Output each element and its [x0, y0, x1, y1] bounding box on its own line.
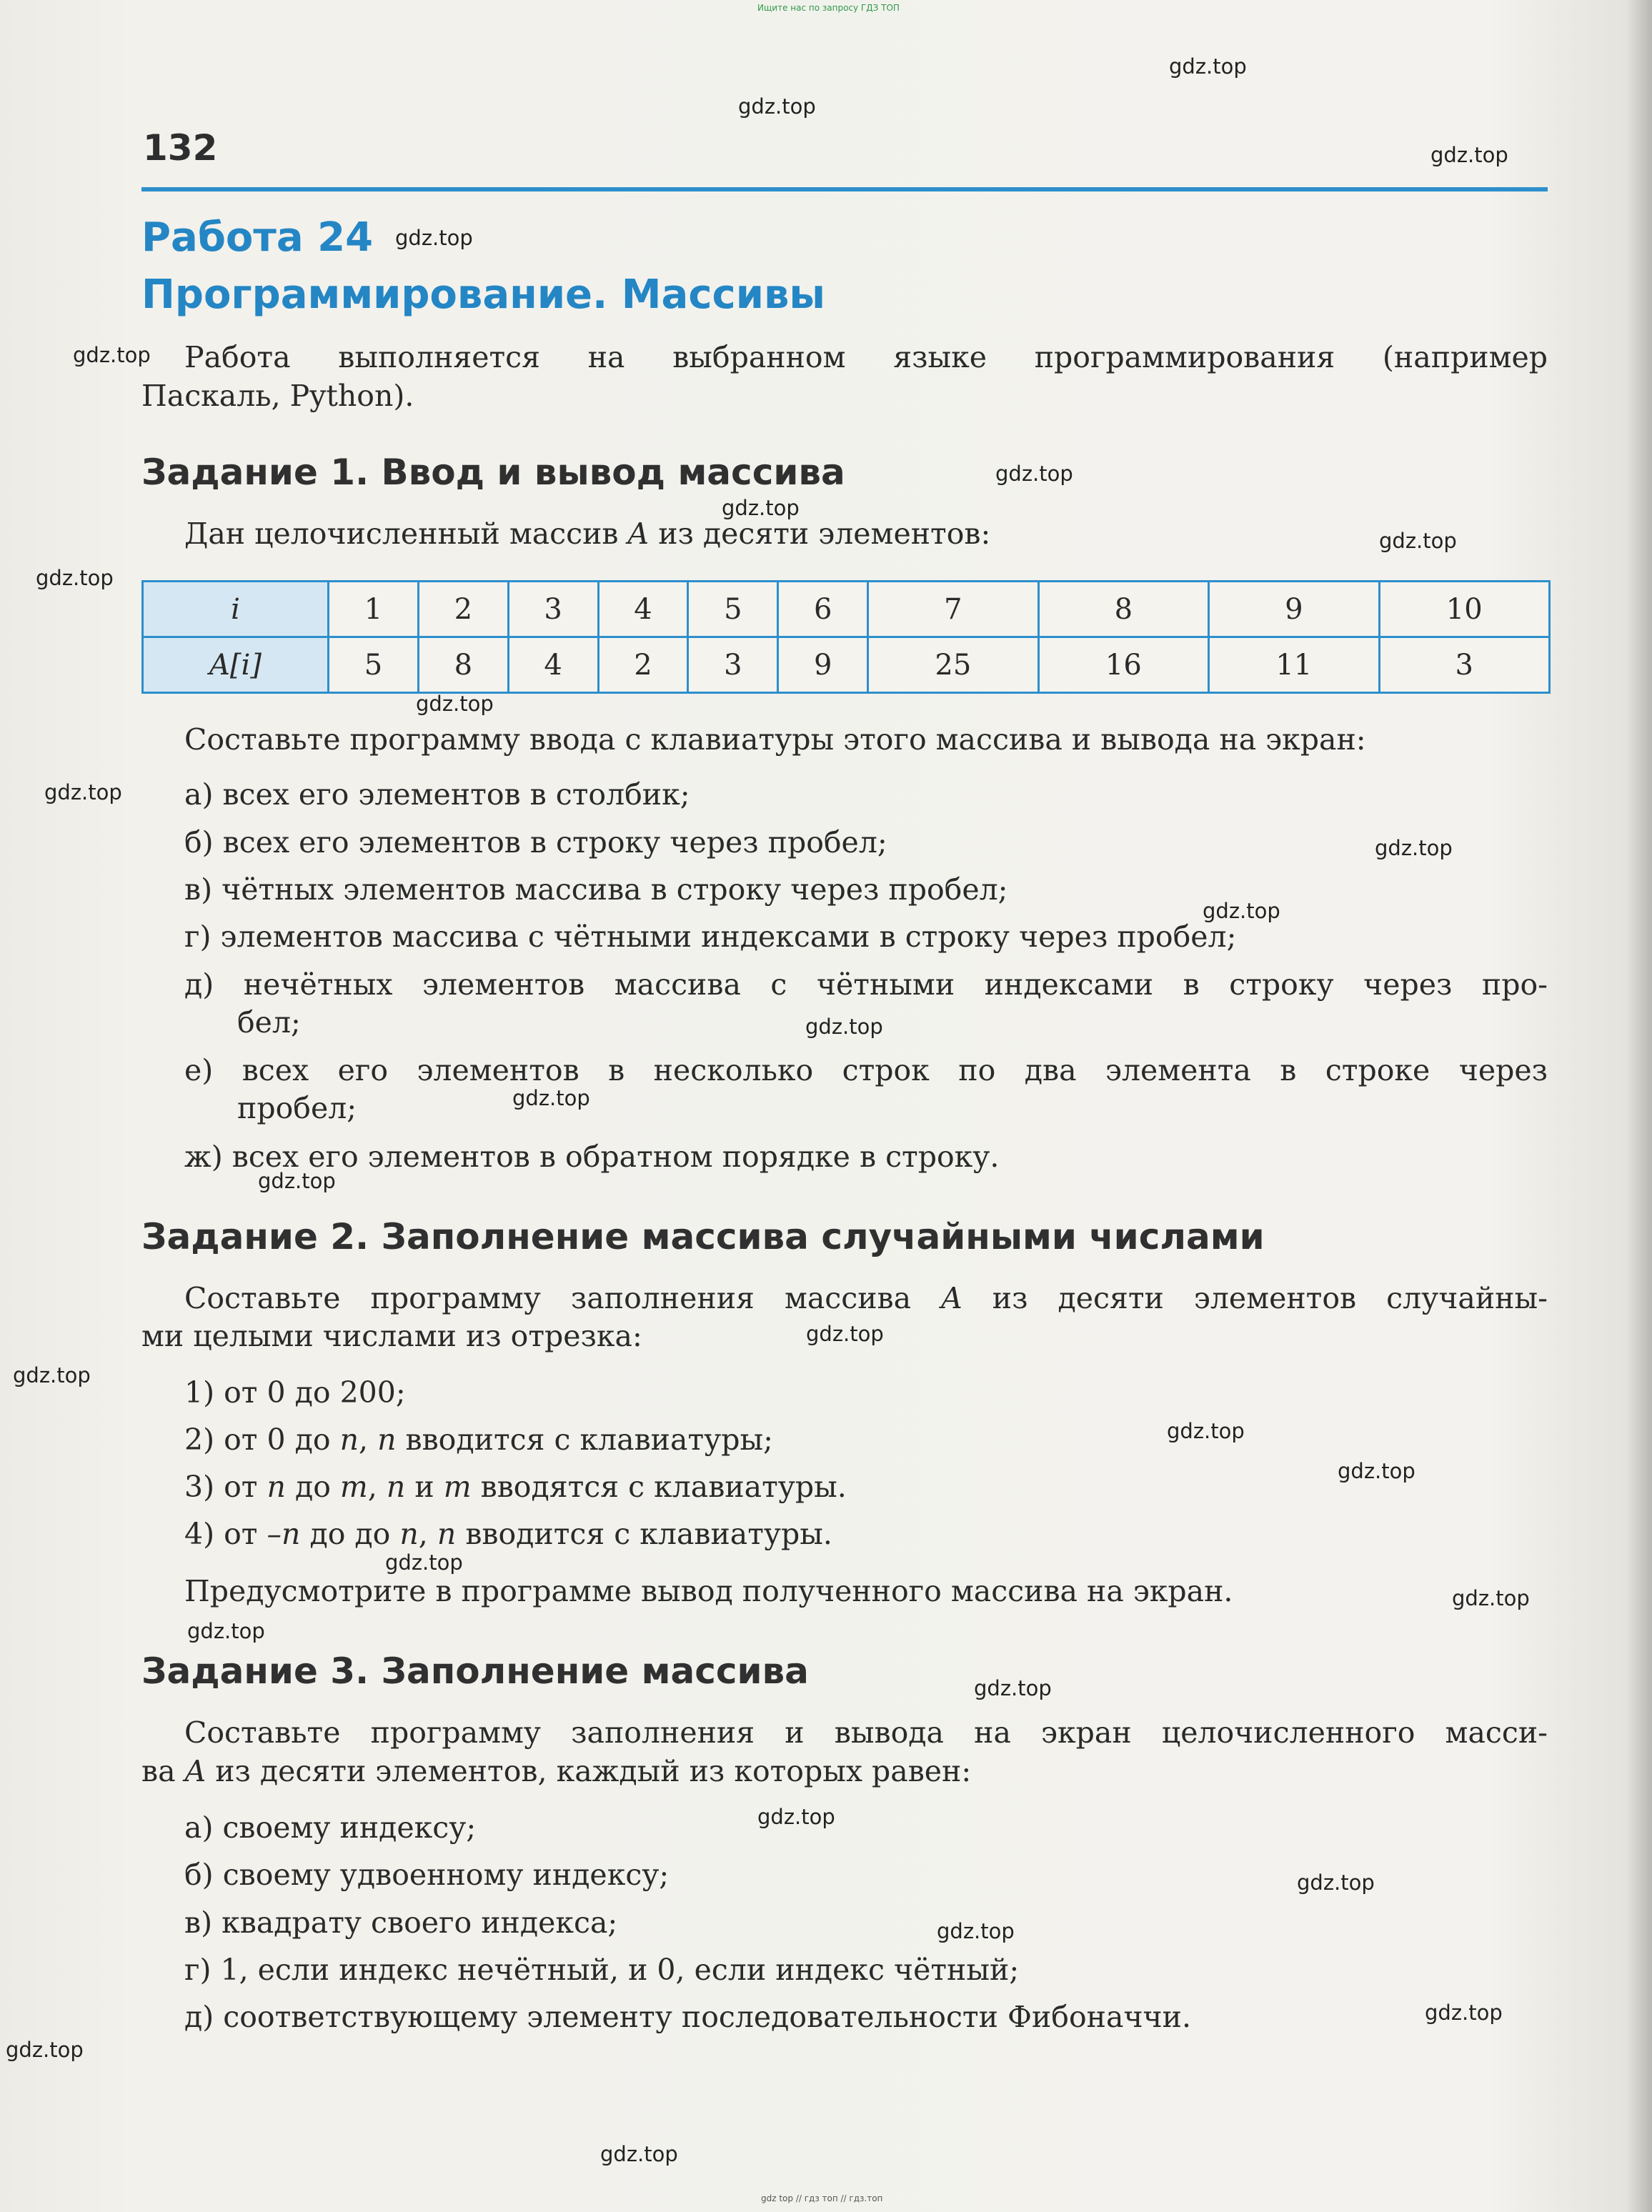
- item-var: m: [339, 1470, 368, 1504]
- task1-item-d: г) элементов массива с чётными индексами в строку через пробел;: [184, 920, 1237, 954]
- watermark: gdz.top: [385, 1550, 463, 1575]
- item-var: n: [267, 1470, 286, 1504]
- task3-heading: Задание 3. Заполнение массива: [141, 1650, 809, 1692]
- watermark: gdz.top: [36, 566, 114, 590]
- table-cell: 5: [688, 582, 778, 637]
- task3-item-b: б) своему удвоенному индексу;: [184, 1858, 670, 1892]
- table-cell: 16: [1038, 637, 1208, 693]
- table-cell: 3: [508, 582, 598, 637]
- task1-item-g: ж) всех его элементов в обратном порядке в строку.: [184, 1140, 1000, 1174]
- table-cell: 2: [598, 637, 688, 693]
- table-cell: 11: [1209, 637, 1379, 693]
- watermark: gdz.top: [757, 1805, 835, 1829]
- table-cell: 4: [508, 637, 598, 693]
- task2-note: Предусмотрите в программе вывод полученного массива на экран.: [184, 1574, 1233, 1608]
- array-table: [141, 580, 1551, 694]
- task2-text-pre: Составьте программу заполнения массива: [184, 1281, 942, 1315]
- watermark: gdz.top: [73, 343, 151, 367]
- table-cell: 5: [329, 637, 419, 693]
- table-cell: 2: [418, 582, 508, 637]
- task3-text-line2: [141, 1752, 1548, 1790]
- watermark: gdz.top: [974, 1676, 1052, 1700]
- task2-item-1: [184, 1373, 1548, 1412]
- item-text: ,: [367, 1470, 387, 1504]
- task1-item-b: б) всех его элементов в строку через пробел;: [184, 825, 887, 860]
- item-text: 1) от 0 до 200;: [184, 1375, 406, 1410]
- header-rule: [141, 187, 1548, 191]
- watermark: gdz.top: [395, 226, 473, 250]
- task2-heading: Задание 2. Заполнение массива случайными числами: [141, 1216, 1265, 1257]
- watermark: gdz.top: [1169, 54, 1247, 79]
- item-text: 2) от 0 до: [184, 1423, 340, 1457]
- item-var: n: [437, 1517, 457, 1551]
- watermark: gdz.top: [937, 1919, 1015, 1943]
- task1-item-e-cont: бел;: [237, 1005, 301, 1040]
- table-row-values: [143, 637, 1550, 693]
- watermark: gdz.top: [1167, 1419, 1245, 1443]
- item-var: –n: [267, 1517, 301, 1551]
- item-text: ,: [359, 1423, 378, 1457]
- table-cell: 7: [868, 582, 1038, 637]
- watermark: gdz.top: [187, 1619, 265, 1643]
- task3-item-c: в) квадрату своего индекса;: [184, 1905, 618, 1940]
- table-cell: 25: [868, 637, 1038, 693]
- watermark: gdz.top: [738, 94, 816, 119]
- table-cell: 4: [598, 582, 688, 637]
- watermark: gdz.top: [13, 1363, 91, 1388]
- item-text: вводится с клавиатуры;: [396, 1423, 773, 1457]
- table-cell: 9: [1209, 582, 1379, 637]
- table-row-indices: [143, 582, 1550, 637]
- item-text: ,: [418, 1517, 437, 1551]
- watermark: gdz.top: [1425, 2001, 1503, 2025]
- watermark: gdz.top: [805, 1015, 883, 1039]
- work-title-line2: Программирование. Массивы: [141, 271, 826, 318]
- page-number: 132: [143, 127, 218, 169]
- intro-line-2: Паскаль, Python).: [141, 379, 414, 413]
- task1-text-var: A: [627, 517, 650, 551]
- table-cell: 8: [1038, 582, 1208, 637]
- watermark: gdz.top: [416, 692, 494, 716]
- task2-text-line1: [141, 1279, 1548, 1317]
- watermark: gdz.top: [600, 2142, 678, 2166]
- item-text: вводится с клавиатуры.: [456, 1517, 832, 1551]
- table-cell: 8: [418, 637, 508, 693]
- item-var: n: [377, 1423, 397, 1457]
- watermark: gdz.top: [1297, 1870, 1375, 1895]
- watermark: gdz.top: [806, 1322, 884, 1346]
- task1-lead: Составьте программу ввода с клавиатуры этого массива и вывода на экран:: [184, 722, 1366, 757]
- watermark: gdz.top: [1452, 1586, 1530, 1610]
- task3-text-var: A: [184, 1754, 206, 1788]
- table-cell: 6: [778, 582, 868, 637]
- item-text: 3) от: [184, 1470, 267, 1504]
- task1-heading: Задание 1. Ввод и вывод массива: [141, 452, 845, 493]
- watermark: gdz.top: [6, 2038, 84, 2062]
- task3-item-a: а) своему индексу;: [184, 1810, 477, 1845]
- task1-item-e: д) нечётных элементов массива с чётными индексами в строку через про-: [184, 967, 1548, 1002]
- item-var: m: [443, 1470, 472, 1504]
- work-title: [141, 209, 825, 324]
- watermark: gdz.top: [1338, 1459, 1415, 1483]
- watermark: gdz.top: [1430, 143, 1508, 167]
- task2-text-line2: ми целыми числами из отрезка:: [141, 1319, 642, 1353]
- table-header-value: A[i]: [143, 637, 329, 693]
- task3-item-e: д) соответствующему элементу последовательности Фибоначчи.: [184, 2000, 1192, 2034]
- task2-item-4: [184, 1515, 1548, 1553]
- watermark: gdz.top: [1375, 836, 1453, 860]
- table-cell: 1: [329, 582, 419, 637]
- table-cell: 10: [1379, 582, 1549, 637]
- item-text: 4) от: [184, 1517, 267, 1551]
- task1-item-f: е) всех его элементов в несколько строк по два элемента в строке через: [184, 1053, 1548, 1087]
- item-text: до: [285, 1470, 340, 1504]
- watermark: gdz.top: [1203, 899, 1280, 923]
- task3-item-d: г) 1, если индекс нечётный, и 0, если индекс чётный;: [184, 1953, 1020, 1987]
- work-title-line1: Работа 24: [141, 214, 374, 261]
- task2-text-post: из десяти элементов случайны-: [962, 1281, 1548, 1315]
- top-note: Ищите нас по запросу ГДЗ ТОП: [757, 3, 900, 13]
- item-var: n: [386, 1470, 406, 1504]
- item-text: и: [405, 1470, 444, 1504]
- table-cell: 3: [688, 637, 778, 693]
- bottom-note: gdz top // гдз топ // гдз.топ: [761, 2193, 883, 2203]
- watermark: gdz.top: [258, 1169, 336, 1193]
- task3-text-post: из десяти элементов, каждый из которых равен:: [206, 1754, 972, 1788]
- item-var: n: [399, 1517, 419, 1551]
- item-text: до до: [300, 1517, 400, 1551]
- task1-item-f-cont: пробел;: [237, 1091, 357, 1125]
- watermark: gdz.top: [512, 1086, 590, 1110]
- intro-line-1: Работа выполняется на выбранном языке программирования (например: [184, 340, 1548, 374]
- watermark: gdz.top: [722, 496, 800, 520]
- task3-text-line1: Составьте программу заполнения и вывода на экран целочисленного масси-: [184, 1715, 1548, 1750]
- task2-item-2: [184, 1420, 1548, 1459]
- watermark: gdz.top: [995, 462, 1073, 486]
- task1-text: [141, 514, 1548, 553]
- watermark: gdz.top: [1379, 529, 1457, 553]
- task1-item-c: в) чётных элементов массива в строку через пробел;: [184, 872, 1008, 907]
- task1-text-pre: Дан целочисленный массив: [184, 517, 628, 551]
- item-var: n: [339, 1423, 359, 1457]
- table-header-index: i: [143, 582, 329, 637]
- table-cell: 9: [778, 637, 868, 693]
- watermark: gdz.top: [44, 780, 122, 804]
- task1-text-post: из десяти элементов:: [649, 517, 991, 551]
- task1-item-a: а) всех его элементов в столбик;: [184, 777, 690, 812]
- table-cell: 3: [1379, 637, 1549, 693]
- task3-text-pre: ва: [141, 1754, 185, 1788]
- item-text: вводятся с клавиатуры.: [471, 1470, 847, 1504]
- task2-text-var: A: [941, 1281, 962, 1315]
- page-spine-shadow: [1626, 0, 1652, 2212]
